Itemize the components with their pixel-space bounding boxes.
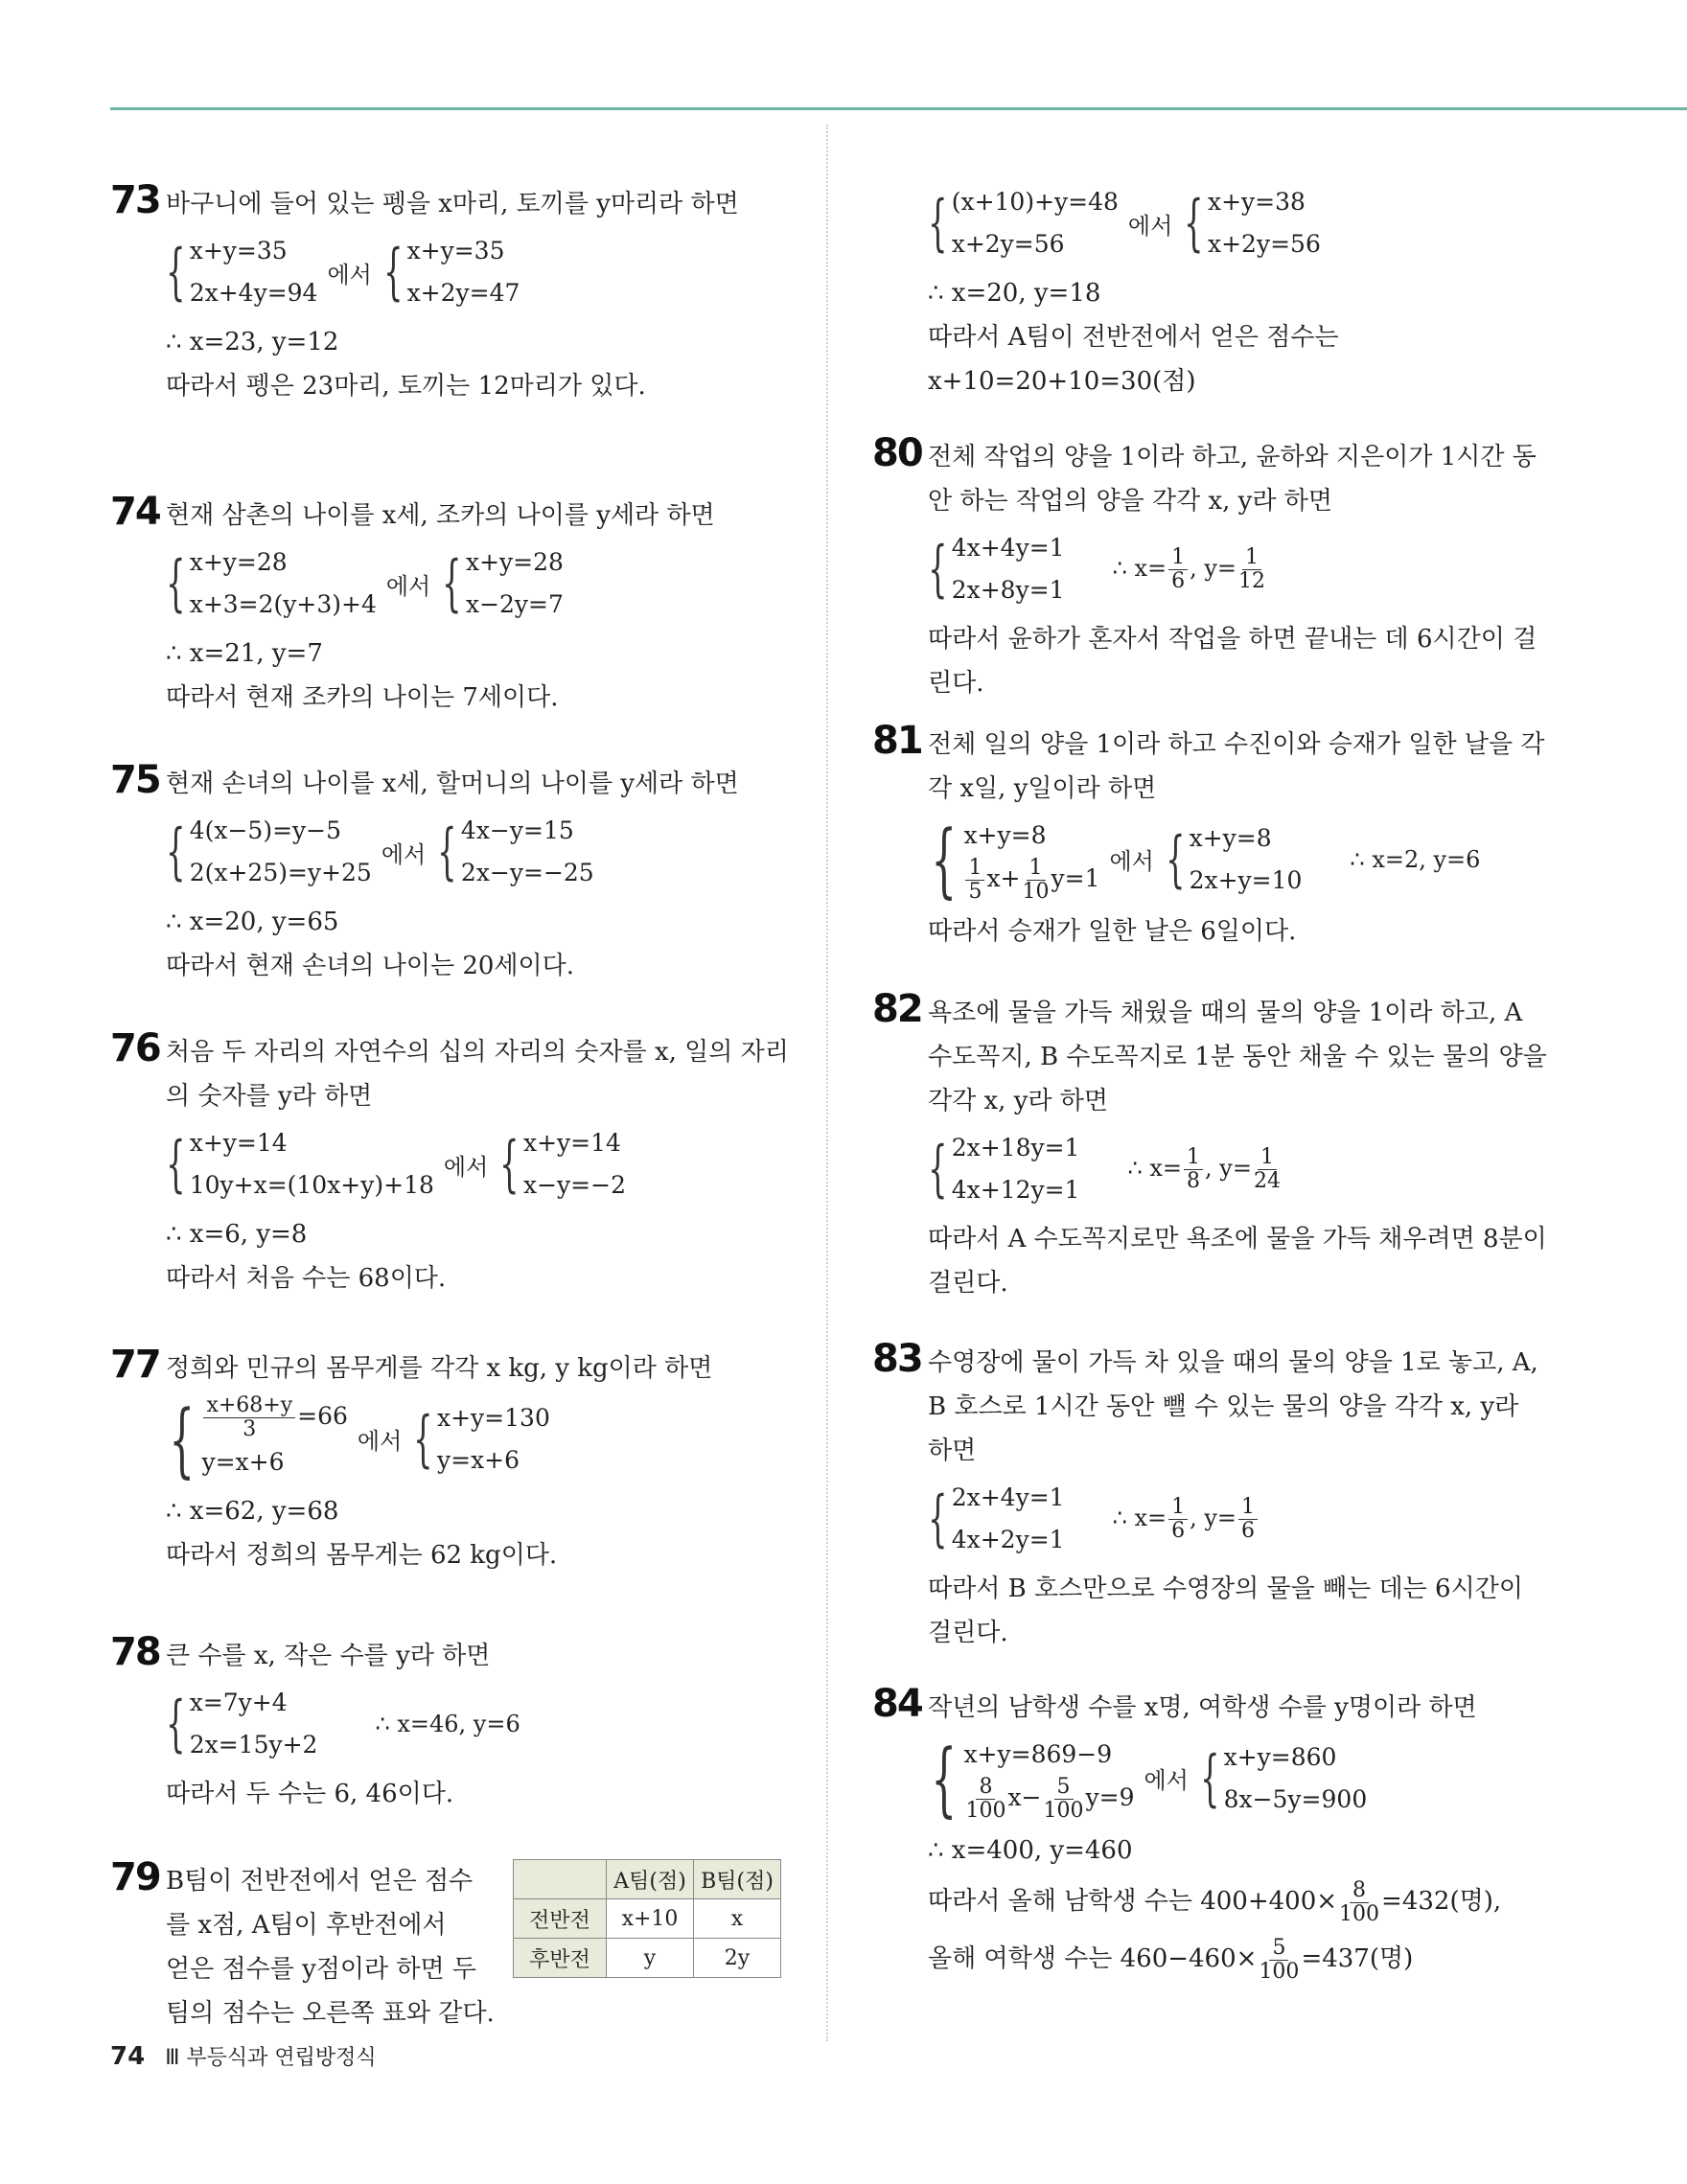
- equation: x+y=28: [189, 548, 288, 576]
- table-cell: y: [607, 1939, 694, 1978]
- solution: ∴ x=2, y=6: [1350, 845, 1481, 873]
- equation-system: { x+y=28 x+3=2(y+3)+4 에서 { x+y=28 x−2y=7: [166, 541, 791, 626]
- equation: $\frac{1}{5}$ x+ $\frac{1}{10}$ y=1: [963, 857, 1099, 904]
- solution: ∴ x=62, y=68: [166, 1497, 339, 1526]
- equation: x+2y=47: [406, 279, 520, 307]
- chapter-title: Ⅲ 부등식과 연립방정식: [165, 2046, 377, 2070]
- equation: 4x+12y=1: [951, 1176, 1080, 1204]
- problem-intro: 전체 일의 양을 1이라 하고 수진이와 승재가 일한 날을 각: [928, 730, 1545, 759]
- page-footer: [110, 2041, 377, 2071]
- conclusion: 따라서 현재 손녀의 나이는 20세이다.: [166, 952, 575, 980]
- equation: 2x+y=10: [1189, 865, 1303, 894]
- solution: ∴ x=6, y=8: [166, 1220, 308, 1249]
- connector-text: 에서: [327, 261, 372, 288]
- problem-intro: 현재 삼촌의 나이를 x세, 조카의 나이를 y세라 하면: [166, 501, 715, 530]
- equation: (x+10)+y=48: [951, 188, 1119, 216]
- problem-intro: 각 x일, y일이라 하면: [928, 774, 1157, 803]
- problem-intro: B 호스로 1시간 동안 뺄 수 있는 물의 양을 각각 x, y라: [928, 1392, 1519, 1421]
- problem-intro: 안 하는 작업의 양을 각각 x, y라 하면: [928, 487, 1332, 516]
- problem-intro: 의 숫자를 y라 하면: [166, 1082, 373, 1111]
- problem-76: [110, 1026, 791, 1346]
- equation: x+y=38: [1208, 188, 1306, 216]
- conclusion: x+10=20+10=30(점): [928, 367, 1196, 396]
- equation: 10y+x=(10x+y)+18: [189, 1171, 434, 1199]
- equation: 2x+4y=94: [189, 279, 318, 307]
- conclusion: 올해 여학생 수는 460−460× $\frac{5}{100}$ =437(명): [928, 1935, 1414, 1984]
- solution: ∴ x=20, y=65: [166, 908, 339, 936]
- equation: x+y=28: [465, 548, 564, 576]
- problem-number: 80: [872, 431, 922, 475]
- conclusion: 따라서 펭은 23마리, 토끼는 12마리가 있다.: [166, 372, 646, 401]
- equation: 4(x−5)=y−5: [189, 816, 342, 844]
- problem-intro: 현재 손녀의 나이를 x세, 할머니의 나이를 y세라 하면: [166, 770, 739, 798]
- problem-intro: 욕조에 물을 가득 채웠을 때의 물의 양을 1이라 하고, A: [928, 999, 1523, 1027]
- conclusion: 걸린다.: [928, 1269, 1008, 1298]
- problem-intro: 팀의 점수는 오른쪽 표와 같다.: [166, 1999, 495, 2028]
- equation: 2x−y=−25: [460, 859, 594, 886]
- column-divider: [826, 125, 828, 2041]
- problem-intro: 수도꼭지, B 수도꼭지로 1분 동안 채울 수 있는 물의 양을: [928, 1043, 1547, 1071]
- table-header: A팀(점): [607, 1860, 694, 1899]
- problem-intro: 얻은 점수를 y점이라 하면 두: [166, 1955, 477, 1984]
- equation: x+y=14: [189, 1129, 288, 1157]
- problem-number: 82: [872, 987, 922, 1031]
- problem-number: 81: [872, 719, 922, 763]
- equation: x+y=130: [437, 1403, 550, 1432]
- conclusion: 따라서 윤하가 혼자서 작업을 하면 끝내는 데 6시간이 걸: [928, 625, 1537, 654]
- connector-text: 에서: [1109, 848, 1154, 875]
- connector-text: 에서: [1144, 1767, 1189, 1794]
- problem-number: 74: [110, 490, 160, 534]
- equation-system: { 2x+4y=1 4x+2y=1 ∴ x= $\frac{1}{6}$ , y= $\frac{1}{6}$: [928, 1477, 1553, 1561]
- conclusion: 따라서 승재가 일한 날은 6일이다.: [928, 917, 1297, 946]
- table-cell: x: [694, 1899, 781, 1939]
- equation: x+y=869−9: [963, 1740, 1113, 1768]
- table-cell: x+10: [607, 1899, 694, 1939]
- problem-number: 78: [110, 1630, 160, 1674]
- table-header: B팀(점): [694, 1860, 781, 1899]
- solution: ∴ x=23, y=12: [166, 328, 339, 356]
- problem-number: 75: [110, 758, 160, 802]
- equation: x+3=2(y+3)+4: [189, 590, 377, 618]
- conclusion: 린다.: [928, 669, 984, 698]
- solution: ∴ x= $\frac{1}{6}$ , y= $\frac{1}{12}$: [1112, 544, 1266, 593]
- problem-intro: 수영장에 물이 가득 차 있을 때의 물의 양을 1로 놓고, A,: [928, 1348, 1538, 1377]
- connector-text: 에서: [443, 1153, 489, 1181]
- problem-number: 79: [110, 1855, 160, 1899]
- problem-intro: 바구니에 들어 있는 펭을 x마리, 토끼를 y마리라 하면: [166, 190, 739, 218]
- equation: x−y=−2: [523, 1171, 626, 1199]
- table-cell: 2y: [694, 1939, 781, 1978]
- equation: 2x+8y=1: [951, 576, 1065, 604]
- equation-system: { x+y=14 10y+x=(10x+y)+18 에서 { x+y=14 x−y=−2: [166, 1122, 791, 1207]
- left-column: [110, 178, 791, 2051]
- equation: $\frac{x+68+y}{3}$ =66: [201, 1394, 347, 1441]
- connector-text: 에서: [357, 1428, 403, 1455]
- equation: x+y=8: [1189, 823, 1272, 852]
- solution: ∴ x=21, y=7: [166, 639, 323, 668]
- problem-77: [110, 1343, 791, 1634]
- equation: x+y=35: [189, 237, 288, 264]
- equation: 2(x+25)=y+25: [189, 859, 372, 886]
- equation: 2x+4y=1: [951, 1483, 1065, 1511]
- conclusion: 따라서 처음 수는 68이다.: [166, 1264, 447, 1293]
- equation: x+2y=56: [951, 230, 1065, 258]
- problem-number: 76: [110, 1026, 160, 1070]
- conclusion: 따라서 정희의 몸무게는 62 kg이다.: [166, 1541, 558, 1570]
- problem-78: [110, 1630, 791, 1859]
- problem-intro: 하면: [928, 1437, 977, 1465]
- problem-intro: B팀이 전반전에서 얻은 점수: [166, 1867, 474, 1896]
- connector-text: 에서: [1127, 212, 1173, 240]
- table-row-label: 전반전: [514, 1899, 607, 1939]
- problem-intro: 큰 수를 x, 작은 수를 y라 하면: [166, 1642, 491, 1670]
- equation-system: { x=7y+4 2x=15y+2 ∴ x=46, y=6: [166, 1682, 791, 1766]
- problem-82: [872, 987, 1553, 1341]
- table-row-label: 후반전: [514, 1939, 607, 1978]
- solution: ∴ x= $\frac{1}{6}$ , y= $\frac{1}{6}$: [1113, 1496, 1259, 1543]
- equation-system: { x+y=869−9 $\frac{8}{100}$ x− $\frac{5}{100}$ y=9 에서 { x+y=860 8x−5y=900: [931, 1731, 1368, 1826]
- conclusion: 따라서 B 호스만으로 수영장의 물을 빼는 데는 6시간이: [928, 1575, 1523, 1603]
- problem-number: 73: [110, 178, 160, 222]
- problem-intro: 각각 x, y라 하면: [928, 1087, 1108, 1115]
- equation: x+y=860: [1223, 1742, 1337, 1771]
- equation: 2x+18y=1: [951, 1134, 1080, 1161]
- solution: ∴ x=400, y=460: [928, 1836, 1133, 1865]
- problem-intro: 작년의 남학생 수를 x명, 여학생 수를 y명이라 하면: [928, 1693, 1477, 1722]
- problem-73: [110, 178, 791, 407]
- conclusion: 따라서 현재 조카의 나이는 7세이다.: [166, 683, 559, 712]
- conclusion: 따라서 A 수도꼭지로만 욕조에 물을 가득 채우려면 8분이: [928, 1225, 1547, 1253]
- problem-79: [110, 1855, 791, 2051]
- solution: ∴ x=46, y=6: [375, 1711, 520, 1737]
- equation: 4x−y=15: [460, 816, 574, 844]
- problem-number: 84: [872, 1682, 922, 1726]
- equation-system: { 4(x−5)=y−5 2(x+25)=y+25 에서 { 4x−y=15 2x−y=−25: [166, 810, 791, 894]
- conclusion: 따라서 올해 남학생 수는 400+400× $\frac{8}{100}$ =432(명),: [928, 1877, 1502, 1926]
- page-number: 74: [110, 2042, 146, 2071]
- problem-84: [872, 1682, 1553, 1988]
- equation: x+y=8: [963, 821, 1047, 849]
- problem-number: 77: [110, 1343, 160, 1387]
- right-column: [872, 177, 1553, 1988]
- conclusion: 걸린다.: [928, 1619, 1008, 1647]
- connector-text: 에서: [385, 572, 431, 600]
- equation-system: { x+y=8 $\frac{1}{5}$ x+ $\frac{1}{10}$ y=1 에서 { x+y=8 2x+y=10 ∴ x=2, y=6: [931, 812, 1481, 907]
- equation: y=x+6: [201, 1448, 285, 1476]
- problem-intro: 정희와 민규의 몸무게를 각각 x kg, y kg이라 하면: [166, 1354, 713, 1383]
- equation: x=7y+4: [189, 1689, 288, 1716]
- problem-81: [872, 719, 1553, 991]
- problem-74: [110, 490, 791, 762]
- equation: x+2y=56: [1208, 230, 1321, 258]
- conclusion: 따라서 두 수는 6, 46이다.: [166, 1780, 454, 1808]
- problem-intro: 처음 두 자리의 자연수의 십의 자리의 숫자를 x, 일의 자리: [166, 1038, 789, 1067]
- equation-system: { x+y=35 2x+4y=94 에서 { x+y=35 x+2y=47: [166, 230, 791, 314]
- problem-80: [872, 431, 1553, 723]
- top-rule: [110, 107, 1687, 110]
- equation-system: { 2x+18y=1 4x+12y=1 ∴ x= $\frac{1}{8}$ , y= $\frac{1}{24}$: [928, 1127, 1553, 1211]
- problem-79-continued: [872, 181, 1553, 435]
- equation: 4x+4y=1: [951, 534, 1065, 562]
- equation-system: { 4x+4y=1 2x+8y=1 ∴ x= $\frac{1}{6}$ , y= $\frac{1}{12}$: [928, 527, 1553, 611]
- equation: 8x−5y=900: [1223, 1784, 1368, 1813]
- problem-number: 83: [872, 1337, 922, 1381]
- problem-intro: 를 x점, A팀이 후반전에서: [166, 1911, 447, 1940]
- connector-text: 에서: [381, 840, 427, 868]
- equation: y=x+6: [437, 1445, 520, 1474]
- equation: 4x+2y=1: [951, 1526, 1065, 1553]
- equation: x−2y=7: [465, 590, 564, 618]
- problem-83: [872, 1337, 1553, 1686]
- equation: x+y=35: [406, 237, 505, 264]
- problem-intro: 전체 작업의 양을 1이라 하고, 윤하와 지은이가 1시간 동: [928, 443, 1537, 471]
- score-table: [513, 1859, 781, 1978]
- equation: 2x=15y+2: [189, 1731, 318, 1759]
- solution: ∴ x= $\frac{1}{8}$ , y= $\frac{1}{24}$: [1127, 1144, 1281, 1193]
- conclusion: 따라서 A팀이 전반전에서 얻은 점수는: [928, 323, 1339, 352]
- equation: x+y=14: [523, 1129, 621, 1157]
- equation-system: { $\frac{x+68+y}{3}$ =66 y=x+6 에서 { x+y=130 y=x+6: [169, 1391, 550, 1486]
- equation-system: { (x+10)+y=48 x+2y=56 에서 { x+y=38 x+2y=56: [928, 181, 1553, 265]
- equation: $\frac{8}{100}$ x− $\frac{5}{100}$ y=9: [965, 1775, 1135, 1823]
- problem-75: [110, 758, 791, 1030]
- solution: ∴ x=20, y=18: [928, 279, 1101, 308]
